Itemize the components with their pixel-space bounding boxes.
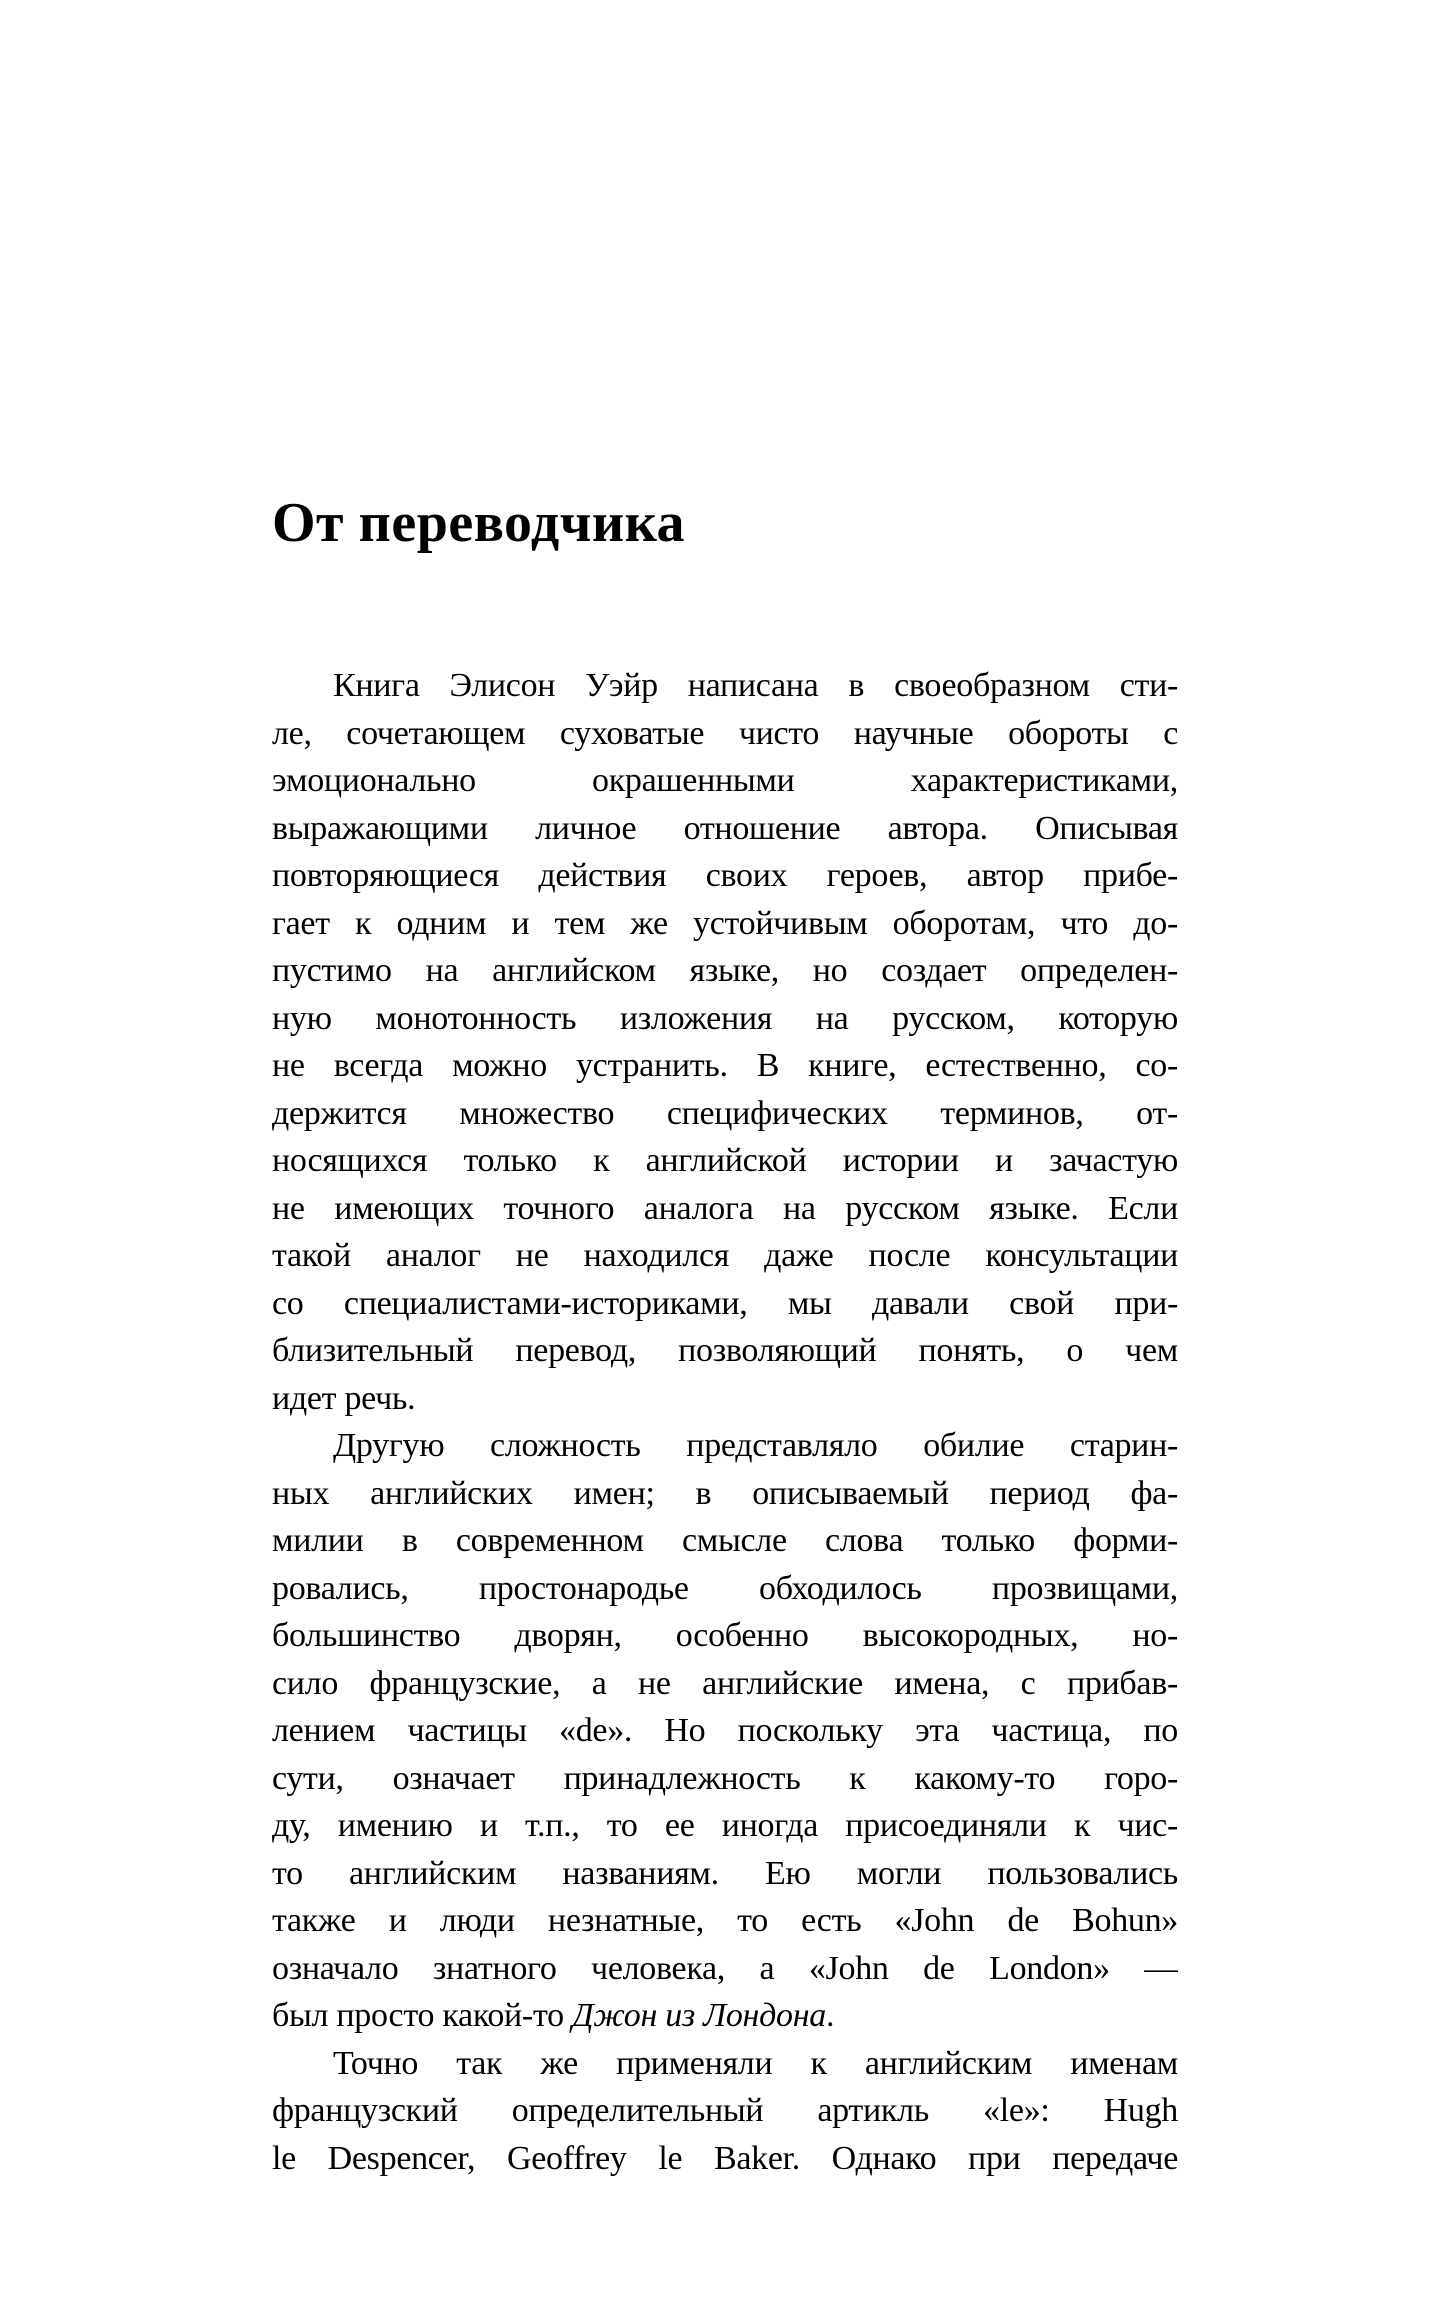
text-line	[272, 1280, 1178, 1328]
page-content	[272, 494, 1178, 2182]
text-segment: идет речь.	[272, 1379, 416, 1417]
italic-text-segment: Джон из Лондона	[571, 1997, 826, 2034]
text-segment: близительный перевод, позволяющий понять, о чем	[272, 1332, 1178, 1369]
text-segment: также и люди незнатные, то есть «John de Bohun»	[272, 1902, 1178, 1939]
text-line	[272, 805, 1178, 853]
text-line	[272, 1660, 1178, 1708]
text-segment: ле, сочетающем суховатые чисто научные обороты с	[272, 714, 1178, 752]
text-line	[272, 1042, 1178, 1090]
text-line	[272, 900, 1178, 948]
paragraph	[272, 1422, 1178, 2040]
text-line	[272, 1707, 1178, 1755]
text-segment: ных английских имен; в описываемый период фа-	[272, 1474, 1178, 1512]
text-segment: Точно так же применяли к английским именам	[333, 2044, 1178, 2082]
text-segment: не всегда можно устранить. В книге, естественно, со-	[272, 1047, 1178, 1084]
text-line	[272, 1137, 1178, 1185]
text-line	[272, 1945, 1178, 1993]
text-line	[272, 947, 1178, 995]
text-segment: означало знатного человека, а «John de London» —	[272, 1949, 1178, 1987]
text-line	[272, 1897, 1178, 1945]
text-segment: повторяющиеся действия своих героев, автор прибе-	[272, 857, 1178, 894]
text-line	[272, 1232, 1178, 1280]
text-segment: Книга Элисон Уэйр написана в своеобразном сти-	[333, 667, 1178, 704]
text-segment: лением частицы «de». Но поскольку эта частица, по	[272, 1712, 1178, 1749]
text-segment: был просто какой-то	[272, 1997, 572, 2034]
text-line	[272, 1517, 1178, 1565]
text-segment: носящихся только к английской истории и зачастую	[272, 1142, 1178, 1179]
text-segment: пустимо на английском языке, но создает определен-	[272, 952, 1178, 989]
text-segment: сило французские, а не английские имена, с прибав-	[272, 1664, 1178, 1702]
text-segment: сути, означает принадлежность к какому-то горо-	[272, 1759, 1178, 1797]
text-line	[272, 1327, 1178, 1375]
text-line	[272, 662, 1178, 710]
text-line	[272, 1850, 1178, 1898]
paragraphs	[272, 662, 1178, 2182]
text-line	[272, 995, 1178, 1043]
text-line	[272, 1992, 1178, 2040]
text-segment: французский определительный артикль «le»: Hugh	[272, 2092, 1178, 2129]
text-line	[272, 2087, 1178, 2135]
text-segment: со специалистами-историками, мы давали свой при-	[272, 1284, 1178, 1322]
text-segment: не имеющих точного аналога на русском языке. Если	[272, 1189, 1178, 1227]
text-line	[272, 1802, 1178, 1850]
text-segment: то английским названиям. Ею могли пользовались	[272, 1854, 1178, 1892]
text-segment: гает к одним и тем же устойчивым оборотам, что до-	[272, 904, 1178, 942]
text-segment: le Despencer, Geoffrey le Baker. Однако при передаче	[272, 2139, 1178, 2177]
text-line	[272, 852, 1178, 900]
text-segment: выражающими личное отношение автора. Описывая	[272, 809, 1178, 847]
text-line	[272, 757, 1178, 805]
text-line	[272, 1470, 1178, 1518]
paragraph	[272, 662, 1178, 1422]
paragraph	[272, 2040, 1178, 2183]
text-segment: ровались, простонародье обходилось прозвищами,	[272, 1569, 1178, 1607]
text-line	[272, 2040, 1178, 2088]
text-segment: ду, имению и т.п., то ее иногда присоединяли к чис-	[272, 1807, 1178, 1844]
text-segment: держится множество специфических терминов, от-	[272, 1094, 1178, 1132]
text-line	[272, 1090, 1178, 1138]
text-segment: милии в современном смысле слова только форми-	[272, 1522, 1178, 1559]
text-line	[272, 1755, 1178, 1803]
text-segment: .	[825, 1997, 835, 2034]
text-segment: большинство дворян, особенно высокородных, но-	[272, 1617, 1178, 1654]
text-segment: такой аналог не находился даже после консультации	[272, 1237, 1178, 1274]
text-line	[272, 1612, 1178, 1660]
text-line	[272, 710, 1178, 758]
text-line	[272, 1565, 1178, 1613]
text-line	[272, 1375, 1178, 1423]
text-line	[272, 1422, 1178, 1470]
text-segment: Другую сложность представляло обилие старин-	[333, 1427, 1178, 1464]
text-line	[272, 1185, 1178, 1233]
text-segment: ную монотонность изложения на русском, которую	[272, 999, 1178, 1037]
text-segment: эмоционально окрашенными характеристиками,	[272, 762, 1178, 799]
text-line	[272, 2135, 1178, 2183]
page-title: От переводчика	[272, 492, 686, 554]
